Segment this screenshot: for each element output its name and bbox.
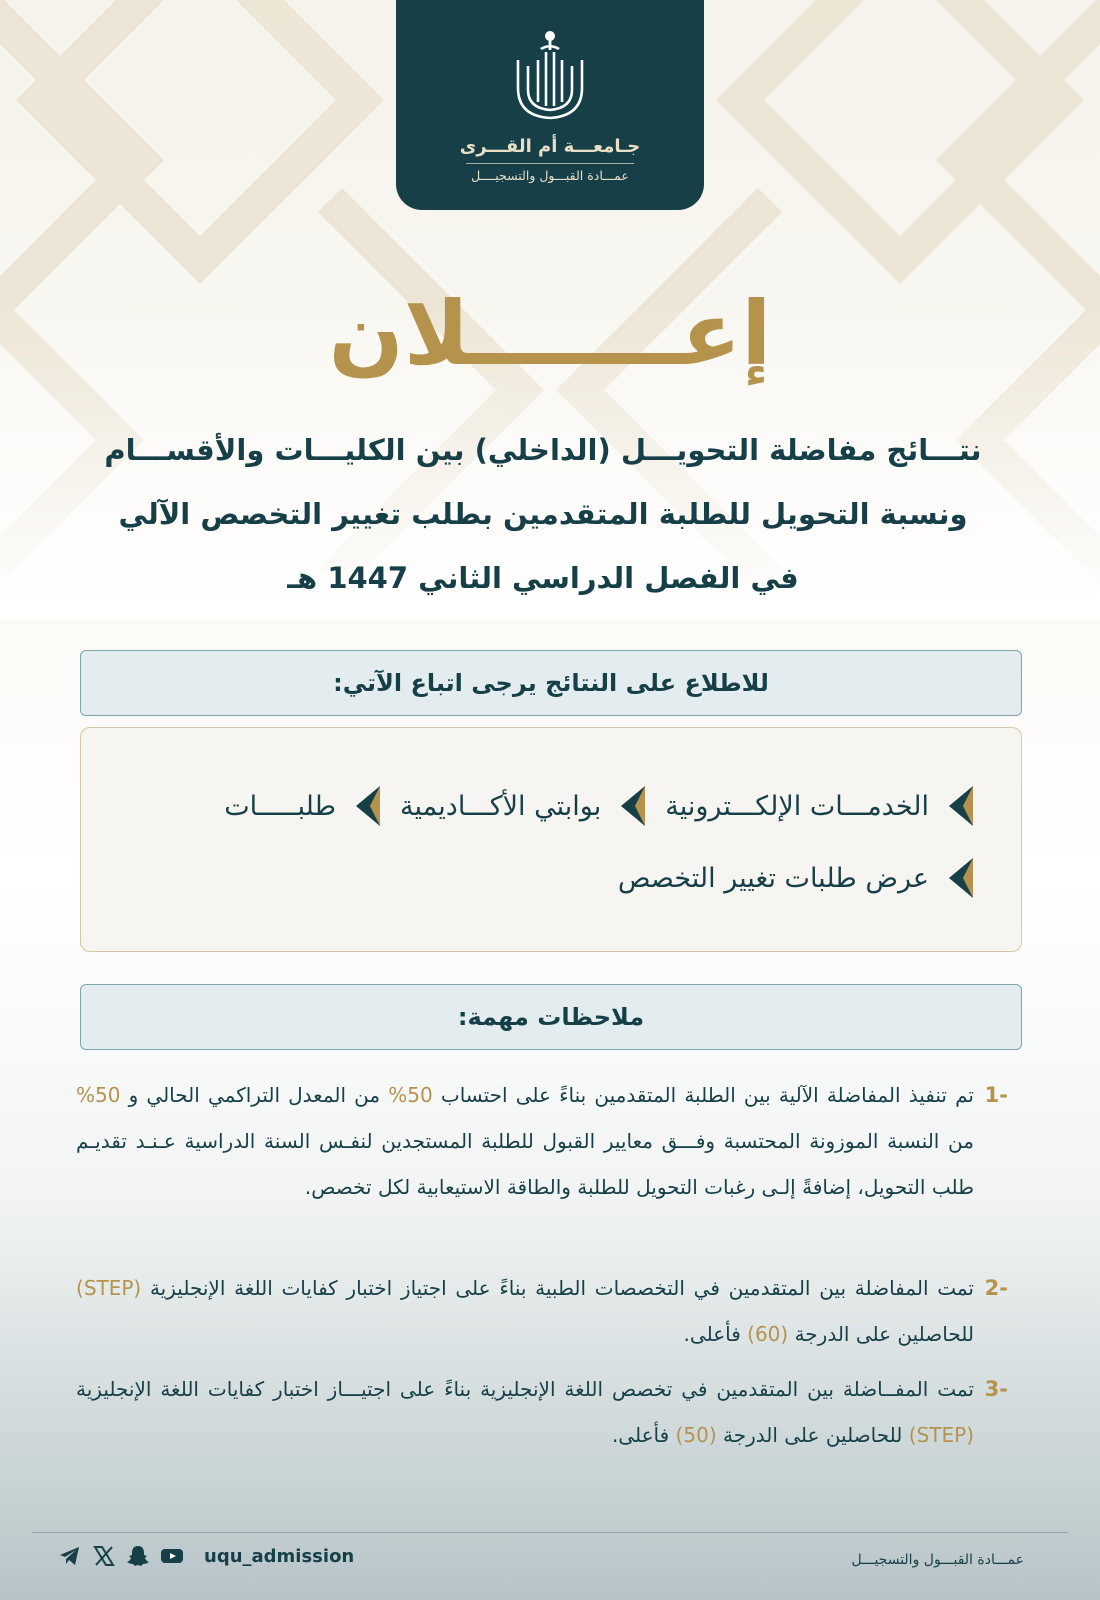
note-text-part: من النسبة الموزونة المحتسبة وفـــق معايير القبول للطلبة المستجدين لنفـس السنة الدراسية عـنـد تقديـم طلب التحويل، إضافةً إلـى رغبات التحويل للطلبة والطاقة الاستيعابية لكل تخصص.	[76, 1129, 974, 1199]
x-icon[interactable]	[92, 1544, 116, 1568]
note-number: -1	[984, 1083, 1008, 1107]
footer-divider	[32, 1532, 1068, 1533]
note-item	[76, 1265, 1008, 1366]
note-item	[76, 1366, 1008, 1458]
note-highlight: (STEP)	[908, 1423, 974, 1447]
department-name: عمـــادة القبـــول والتسجيــــل	[471, 168, 629, 183]
steps-heading: للاطلاع على النتائج يرجى اتباع الآتي:	[80, 650, 1022, 716]
snapchat-icon[interactable]	[126, 1544, 150, 1568]
announcement-headline	[60, 418, 1026, 610]
path-item-requests: طلبـــــات	[224, 790, 337, 822]
note-item	[76, 1072, 1008, 1265]
notes-list	[76, 1072, 1008, 1458]
logo-divider	[466, 163, 634, 164]
path-item-electronic-services: الخدمـــات الإلكـــترونية	[665, 790, 929, 822]
social-links	[58, 1544, 354, 1568]
note-text	[76, 1265, 974, 1357]
note-text-part: فأعلى.	[683, 1322, 748, 1346]
note-highlight: (STEP)	[76, 1276, 142, 1300]
notes-heading: ملاحظات مهمة:	[80, 984, 1022, 1050]
arrow-left-icon	[947, 856, 975, 900]
note-text-part: تم تنفيذ المفاضلة الآلية بين الطلبة المتقدمين بناءً على احتساب	[432, 1083, 974, 1107]
logo-header	[396, 0, 704, 210]
note-text-part: للحاصلين على الدرجة	[788, 1322, 974, 1346]
university-logo-icon	[510, 26, 590, 124]
university-name: جـامعـــة أم القـــرى	[459, 136, 641, 157]
navigation-path-row	[121, 784, 975, 828]
note-highlight: 50%	[76, 1083, 121, 1107]
note-text	[76, 1366, 974, 1458]
note-number: -2	[984, 1276, 1008, 1300]
headline-line-2: ونسبة التحويل للطلبة المتقدمين بطلب تغيير التخصص الآلي	[118, 497, 968, 531]
note-highlight: (60)	[747, 1322, 789, 1346]
path-item-view-major-change: عرض طلبات تغيير التخصص	[617, 862, 929, 894]
path-item-academic-portal: بوابتي الأكـــاديمية	[400, 790, 602, 822]
navigation-path-box	[80, 727, 1022, 952]
note-number: -3	[984, 1377, 1008, 1401]
note-text-part: تمت المفاضلة بين المتقدمين في التخصصات الطبية بناءً على اجتياز اختبار كفايات اللغة الإنجليزية	[141, 1276, 974, 1300]
note-text-part: تمت المفــاضلة بين المتقدمين في تخصص اللغة الإنجليزية بناءً على اجتيـــاز اختبار كفايات اللغة الإنجليزية	[76, 1377, 974, 1401]
youtube-icon[interactable]	[160, 1544, 184, 1568]
note-text	[76, 1072, 974, 1210]
social-handle[interactable]: uqu_admission	[204, 1545, 355, 1567]
footer-department: عمـــادة القبـــول والتسجيـــل	[851, 1552, 1024, 1568]
headline-line-3: في الفصل الدراسي الثاني 1447 هـ	[287, 561, 799, 595]
arrow-left-icon	[947, 784, 975, 828]
note-text-part: من المعدل التراكمي الحالي و	[120, 1083, 389, 1107]
headline-line-1: نتـــائج مفاضلة التحويـــل (الداخلي) بين الكليـــات والأقســـام	[104, 433, 982, 467]
navigation-path-row	[121, 856, 975, 900]
announcement-title: إعـــــــلان	[328, 282, 772, 385]
arrow-left-icon	[619, 784, 647, 828]
note-text-part: للحاصلين على الدرجة	[716, 1423, 909, 1447]
note-highlight: (50)	[675, 1423, 717, 1447]
telegram-icon[interactable]	[58, 1544, 82, 1568]
note-text-part: فأعلى.	[611, 1423, 676, 1447]
note-highlight: 50%	[388, 1083, 433, 1107]
arrow-left-icon	[354, 784, 382, 828]
